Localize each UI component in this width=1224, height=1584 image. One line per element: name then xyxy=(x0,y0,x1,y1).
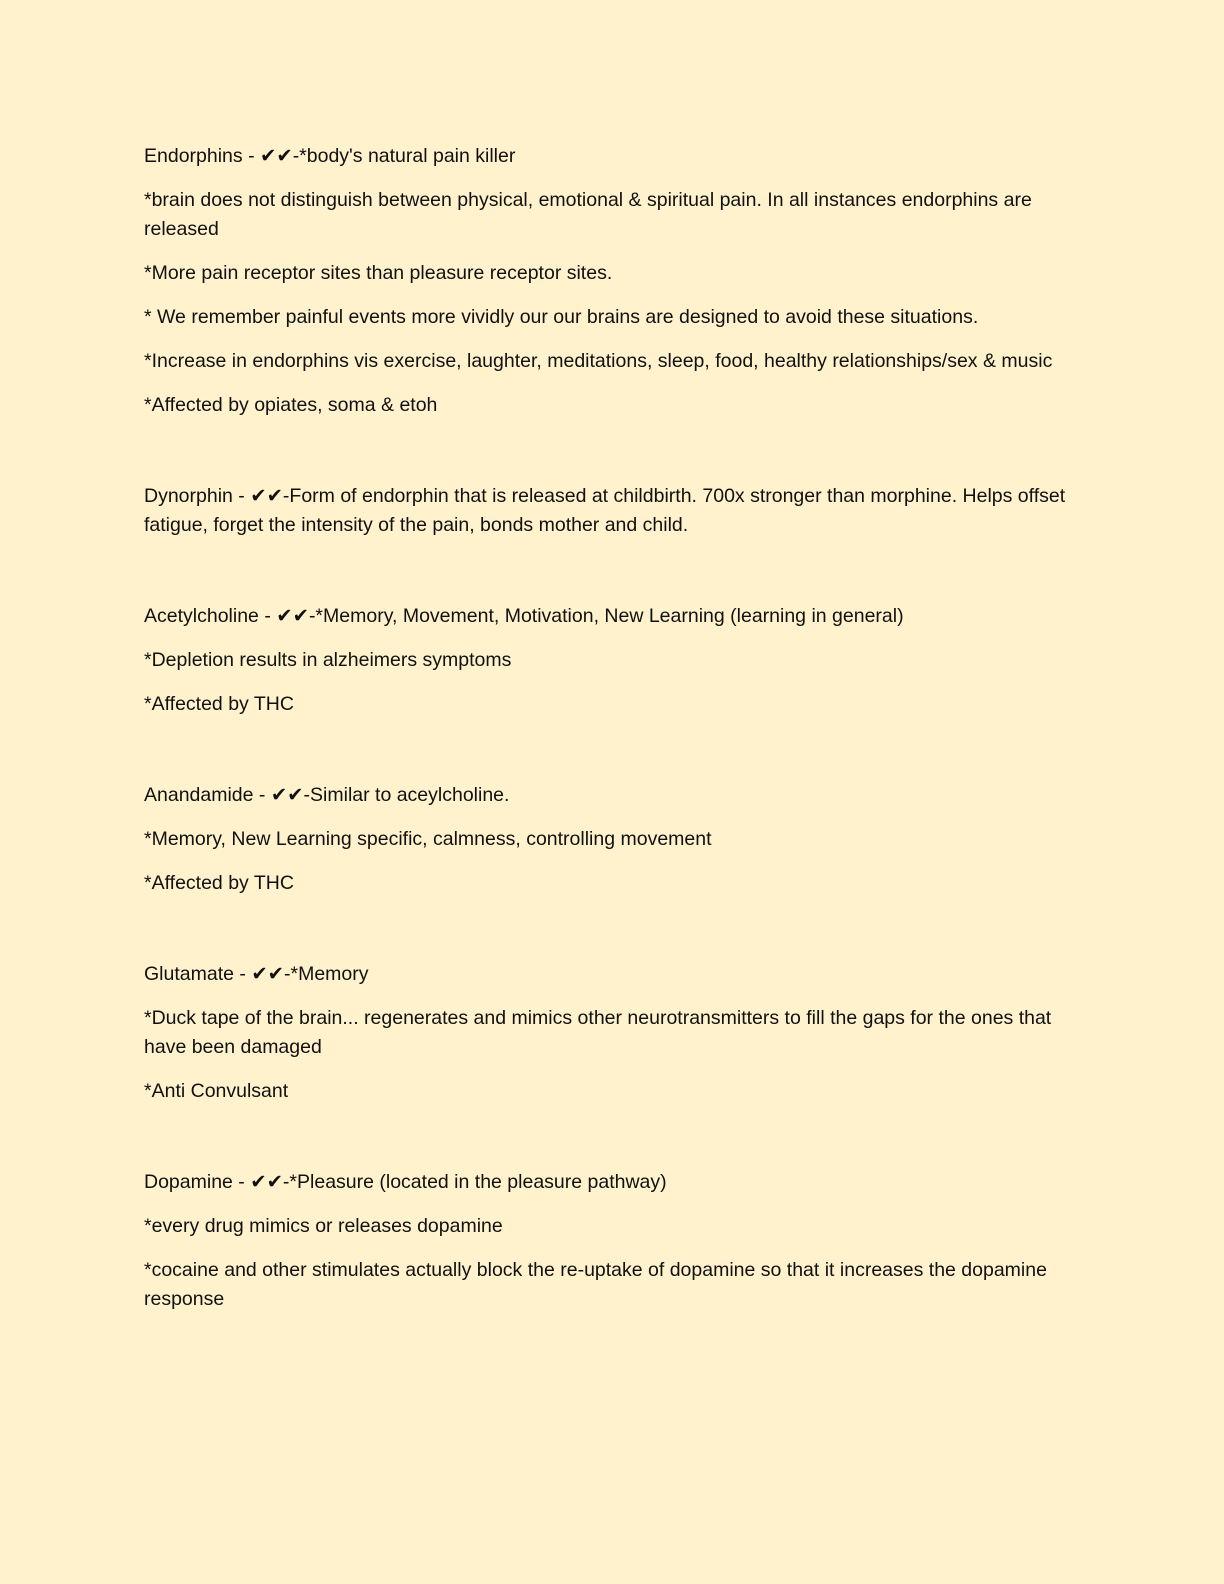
term-definition: -*Pleasure (located in the pleasure pathway) xyxy=(282,1171,667,1193)
term-separator: - xyxy=(258,605,277,627)
note: *Anti Convulsant xyxy=(144,1080,289,1102)
term-name: Glutamate xyxy=(144,963,234,985)
term-name: Dynorphin xyxy=(144,485,233,507)
note: *Affected by THC xyxy=(144,693,294,715)
term-heading xyxy=(144,482,1084,540)
term-definition: -*Memory xyxy=(284,963,369,985)
term-name: Endorphins xyxy=(144,145,243,167)
term-name: Anandamide xyxy=(144,784,254,806)
note: *Affected by opiates, soma & etoh xyxy=(144,394,438,416)
term-heading xyxy=(144,142,1084,171)
checkmark-icon: ✔✔ xyxy=(250,1171,283,1193)
note: *Duck tape of the brain... regenerates and mimics other neurotransmitters to fill the gaps for the ones that have been damaged xyxy=(144,1007,1052,1058)
checkmark-icon: ✔✔ xyxy=(250,485,283,507)
term-separator: - xyxy=(233,963,252,985)
term-section-anandamide xyxy=(144,781,1084,898)
term-separator: - xyxy=(232,1171,251,1193)
term-section-dopamine xyxy=(144,1168,1084,1314)
term-heading xyxy=(144,781,1084,810)
term-definition: -*Memory, Movement, Motivation, New Learning (learning in general) xyxy=(308,605,904,627)
term-separator: - xyxy=(253,784,271,806)
note: *Memory, New Learning specific, calmness, controlling movement xyxy=(144,828,712,850)
term-separator: - xyxy=(242,145,260,167)
checkmark-icon: ✔✔ xyxy=(276,605,309,627)
note: *brain does not distinguish between physical, emotional & spiritual pain. In all instances endorphins are released xyxy=(144,189,1032,240)
note: *Depletion results in alzheimers symptoms xyxy=(144,649,512,671)
term-definition: -Form of endorphin that is released at childbirth. 700x stronger than morphine. Helps offset fatigue, forget the intensity of the pain, bonds mother and child. xyxy=(144,485,1066,536)
checkmark-icon: ✔✔ xyxy=(270,784,304,806)
term-section-dynorphin xyxy=(144,482,1084,540)
term-section-endorphins xyxy=(144,142,1084,420)
note: *cocaine and other stimulates actually block the re-uptake of dopamine so that it increases the dopamine response xyxy=(144,1259,1047,1310)
note: * We remember painful events more vividly our our brains are designed to avoid these situations. xyxy=(144,306,979,328)
term-heading xyxy=(144,602,1084,631)
note: *Increase in endorphins vis exercise, laughter, meditations, sleep, food, healthy relationships/sex & music xyxy=(144,350,1053,372)
checkmark-icon: ✔✔ xyxy=(260,145,293,167)
checkmark-icon: ✔✔ xyxy=(251,963,284,985)
note: *Affected by THC xyxy=(144,872,294,894)
note: *More pain receptor sites than pleasure receptor sites. xyxy=(144,262,613,284)
term-definition: -Similar to aceylcholine. xyxy=(303,784,510,806)
document-page xyxy=(144,142,1084,1314)
note: *every drug mimics or releases dopamine xyxy=(144,1215,503,1237)
term-name: Acetylcholine xyxy=(144,605,259,627)
term-heading xyxy=(144,960,1084,989)
term-heading xyxy=(144,1168,1084,1197)
term-name: Dopamine xyxy=(144,1171,233,1193)
term-section-glutamate xyxy=(144,960,1084,1106)
term-section-acetylcholine xyxy=(144,602,1084,719)
term-separator: - xyxy=(232,485,251,507)
term-definition: -*body's natural pain killer xyxy=(292,145,516,167)
